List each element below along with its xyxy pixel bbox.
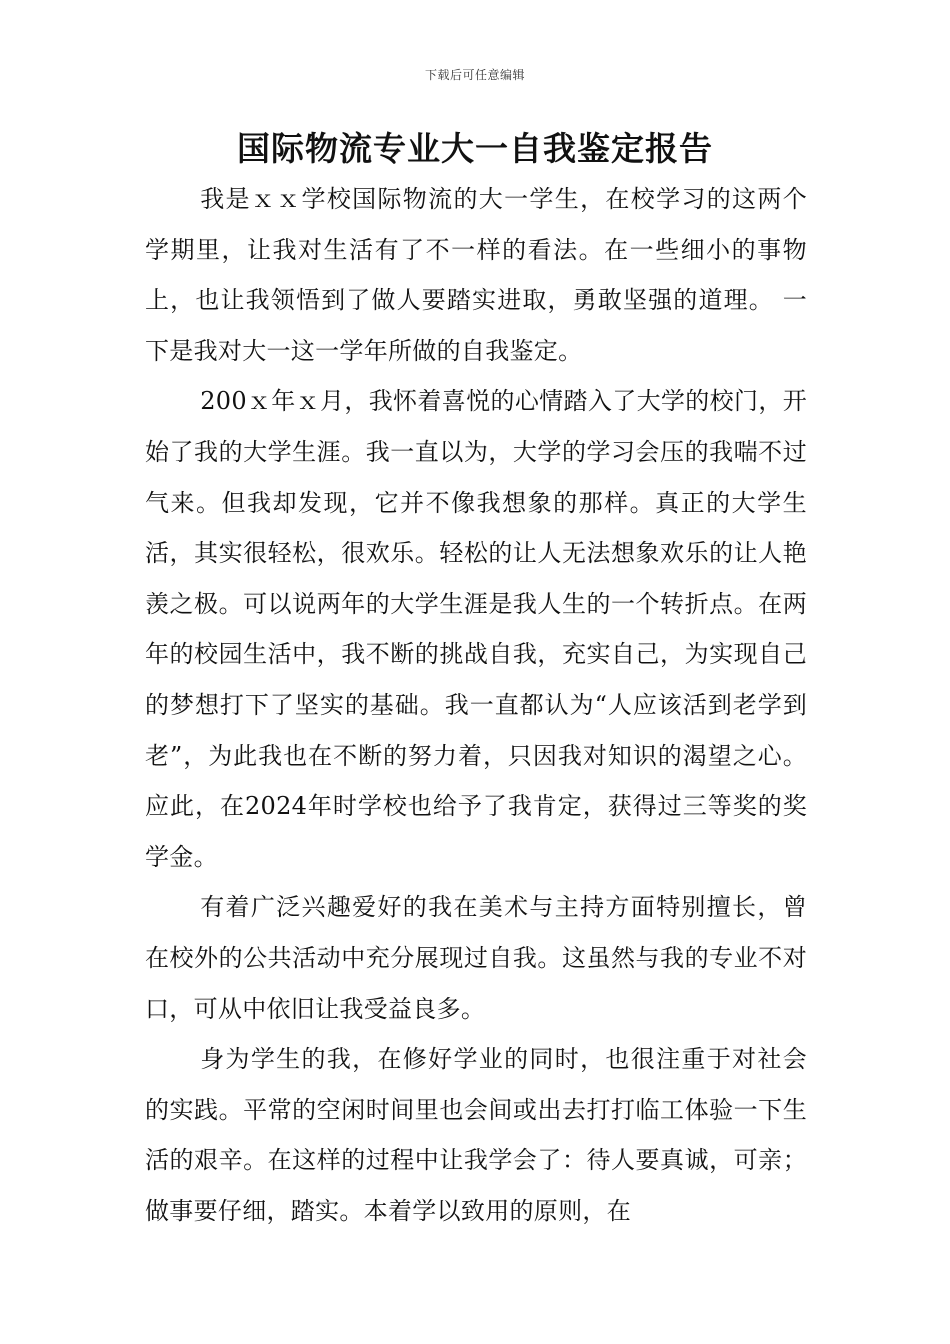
header-note: 下载后可任意编辑 xyxy=(424,68,525,82)
paragraph-college-life: 200ｘ年ｘ月，我怀着喜悦的心情踏入了大学的校门，开始了我的大学生涯。我一直以为，大学的学习会压的我喘不过气来。但我却发现，它并不像我想象的那样。真正的大学生活，其实很轻松，很欢乐。轻松的让人无法想象欢乐的让人艳羡之极。可以说两年的大学生涯是我人生的一个转折点。在两年的校园生活中，我不断的挑战自我，充实自己，为实现自己的梦想打下了坚实的基础。我一直都认为“人应该活到老学到老”，为此我也在不断的努力着，只因我对知识的渴望之心。应此，在2024年时学校也给予了我肯定，获得过三等奖的奖学金。 xyxy=(145,387,807,871)
paragraph-social-practice: 身为学生的我，在修好学业的同时，也很注重于对社会的实践。平常的空闲时间里也会间或出去打打临工体验一下生活的艰辛。在这样的过程中让我学会了：待人要真诚，可亲；做事要仔细，踏实。本着学以致用的原则，在 xyxy=(145,1045,807,1225)
document-title: 国际物流专业大一自我鉴定报告 xyxy=(237,129,713,168)
paragraph-hobbies: 有着广泛兴趣爱好的我在美术与主持方面特别擅长，曾在校外的公共活动中充分展现过自我。这虽然与我的专业不对口，可从中依旧让我受益良多。 xyxy=(145,893,807,1023)
document-body xyxy=(145,174,807,1236)
paragraph-intro: 我是ｘｘ学校国际物流的大一学生，在校学习的这两个学期里，让我对生活有了不一样的看法。在一些细小的事物上，也让我领悟到了做人要踏实进取，勇敢坚强的道理。 一下是我对大一这一学年所做的自我鉴定。 xyxy=(145,185,807,365)
